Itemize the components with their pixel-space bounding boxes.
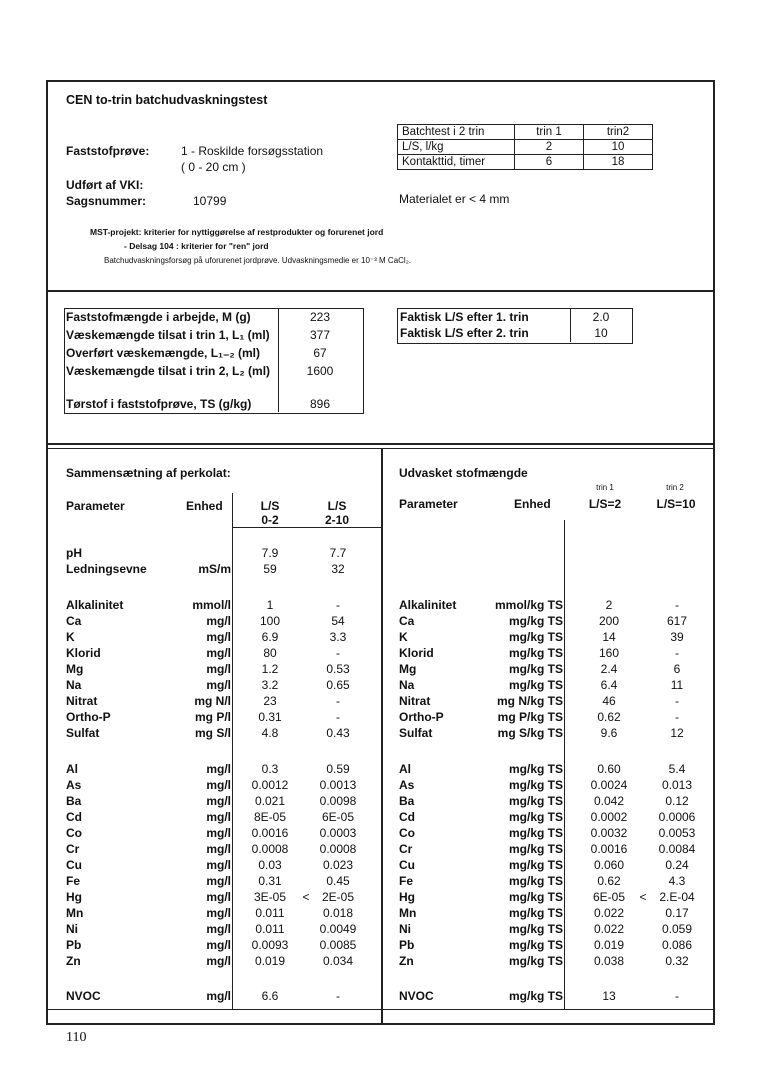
left-value-1: 0.31	[258, 710, 282, 724]
right-unit: mg/kg TS	[508, 662, 563, 676]
right-param: Na	[399, 678, 415, 692]
left-value-1: 0.011	[255, 906, 285, 920]
right-value-2: 0.17	[665, 906, 689, 920]
left-value-2: 0.0049	[319, 922, 357, 936]
right-value-1: 0.022	[593, 922, 625, 936]
left-unit: mg S/l	[194, 726, 231, 740]
right-value-2: 0.32	[665, 954, 689, 968]
batch-table-row	[398, 140, 653, 155]
right-unit: mg/kg TS	[508, 614, 563, 628]
case-number: 10799	[193, 194, 227, 208]
right-unit: mg/kg TS	[508, 630, 563, 644]
left-col-ls2-sub: 2-10	[324, 513, 350, 527]
actual-ls-value: 10	[594, 326, 608, 340]
right-value-2: 0.086	[661, 938, 693, 952]
left-unit: mS/m	[198, 562, 231, 576]
right-value-2: 6	[673, 662, 681, 676]
left-value-1: 23	[263, 694, 277, 708]
left-value-2: 0.023	[322, 858, 354, 872]
note-line2: - Delsag 104 : kriterier for "ren" jord	[124, 241, 269, 251]
sample-line1: 1 - Roskilde forsøgsstation	[181, 144, 324, 158]
left-param: Sulfat	[66, 726, 100, 740]
batch-cell: 2	[515, 140, 584, 155]
left-value-1: 0.03	[258, 858, 282, 872]
right-unit: mg/kg TS	[508, 794, 563, 808]
left-unit: mg/l	[206, 906, 231, 920]
right-value-2: 0.059	[661, 922, 693, 936]
left-value-1: 59	[263, 562, 277, 576]
left-param: Ortho-P	[66, 710, 111, 724]
quantity-label: Væskemængde tilsat i trin 1, L₁ (ml)	[66, 328, 270, 342]
right-unit: mmol/kg TS	[494, 598, 563, 612]
right-value-2: 0.0053	[658, 826, 696, 840]
right-unit: mg/kg TS	[508, 922, 563, 936]
actual-ls-label: Faktisk L/S efter 1. trin	[400, 310, 529, 324]
right-param: K	[399, 630, 408, 644]
right-param: Ortho-P	[399, 710, 444, 724]
left-value-2: 54	[331, 614, 345, 628]
left-param: Mn	[66, 906, 84, 920]
right-value-2: 5.4	[668, 762, 686, 776]
right-unit: mg P/kg TS	[497, 710, 563, 724]
right-value-1: 13	[602, 989, 616, 1003]
left-param: Pb	[66, 938, 82, 952]
left-value-1: 0.0093	[251, 938, 289, 952]
right-value-1: 0.022	[593, 906, 625, 920]
left-value-2: 0.59	[326, 762, 350, 776]
left-value-1: 0.31	[258, 874, 282, 888]
dry-matter-label: Tørstof i faststofprøve, TS (g/kg)	[66, 397, 252, 411]
left-unit: mg/l	[206, 938, 231, 952]
left-value-1: 80	[263, 646, 277, 660]
left-unit: mg/l	[206, 678, 231, 692]
left-value-2: 0.0013	[319, 778, 357, 792]
left-value-1: 0.0008	[251, 842, 289, 856]
right-value-1: 0.038	[593, 954, 625, 968]
right-col-t1-sub: trin 1	[596, 483, 614, 492]
batch-cell: L/S, l/kg	[398, 140, 515, 155]
right-value-1: 200	[598, 614, 620, 628]
right-param: As	[399, 778, 415, 792]
left-unit: mg/l	[206, 614, 231, 628]
right-param: Klorid	[399, 646, 434, 660]
left-col-unit: Enhed	[186, 499, 223, 513]
left-col-ls2: L/S	[327, 499, 347, 513]
left-param: Alkalinitet	[66, 598, 124, 612]
done-by-label: Udført af VKI:	[66, 178, 144, 192]
right-value-2: -	[675, 598, 679, 612]
quantity-value: 223	[309, 310, 331, 324]
left-value-2: 0.0008	[319, 842, 357, 856]
left-value-2: 7.7	[329, 546, 347, 560]
left-col-ls1-sub: 0-2	[261, 513, 279, 527]
left-col-ls1: L/S	[260, 499, 280, 513]
left-param: Cr	[66, 842, 80, 856]
left-param: Cu	[66, 858, 82, 872]
left-unit: mmol/l	[192, 598, 231, 612]
quantity-value: 377	[309, 328, 331, 342]
sample-label: Faststofprøve:	[66, 144, 150, 158]
right-unit: mg/kg TS	[508, 762, 563, 776]
left-param: Klorid	[66, 646, 101, 660]
right-param: Cr	[399, 842, 413, 856]
left-value-2: 6E-05	[321, 810, 355, 824]
right-value-1: 46	[602, 694, 616, 708]
right-unit-divider	[564, 520, 565, 1009]
right-value-1: 9.6	[600, 726, 618, 740]
left-value-2: -	[336, 989, 340, 1003]
left-unit: mg/l	[206, 954, 231, 968]
left-value-1: 0.011	[255, 922, 285, 936]
left-value-2: 0.0003	[319, 826, 357, 840]
right-value-2: 39	[670, 630, 684, 644]
left-unit: mg/l	[206, 778, 231, 792]
left-param: Zn	[66, 954, 81, 968]
left-value-2: 32	[331, 562, 345, 576]
left-value-1: 3.2	[261, 678, 279, 692]
batch-cell: 10	[584, 140, 653, 155]
right-param: Mn	[399, 906, 417, 920]
left-value-1: 0.0016	[251, 826, 289, 840]
right-param: Al	[399, 762, 411, 776]
right-value-1: 0.62	[597, 874, 621, 888]
left-unit: mg/l	[206, 662, 231, 676]
batch-table	[397, 124, 653, 170]
section-divider-2	[46, 443, 715, 445]
right-value-1: 6E-05	[592, 890, 626, 904]
left-unit: mg/l	[206, 922, 231, 936]
batch-header-cell: Batchtest i 2 trin	[398, 125, 515, 140]
left-value-2: 0.53	[326, 662, 350, 676]
right-unit: mg/kg TS	[508, 810, 563, 824]
right-param: Co	[399, 826, 415, 840]
right-param: Fe	[399, 874, 414, 888]
left-value-1: 4.8	[261, 726, 279, 740]
left-unit: mg/l	[206, 989, 231, 1003]
left-param: Na	[66, 678, 82, 692]
quantity-label: Væskemængde tilsat i trin 2, L₂ (ml)	[66, 364, 271, 378]
right-col-unit: Enhed	[514, 497, 551, 511]
right-param: Pb	[399, 938, 415, 952]
left-value-2: 0.018	[322, 906, 354, 920]
note-line3: Batchudvaskningsforsøg på uforurenet jordprøve. Udvaskningsmedie er 10⁻³ M CaCl₂.	[104, 256, 412, 265]
right-param: Hg	[399, 890, 415, 904]
dry-matter-value: 896	[309, 397, 331, 411]
right-col-t2: L/S=10	[656, 497, 696, 511]
right-param: Nitrat	[399, 694, 431, 708]
left-qualifier: <	[302, 890, 310, 904]
right-unit: mg/kg TS	[508, 989, 563, 1003]
bottom-line	[46, 1009, 715, 1010]
left-value-2: 2E-05	[321, 890, 355, 904]
left-value-2: -	[336, 710, 340, 724]
batch-cell: 6	[515, 155, 584, 170]
left-unit-divider	[232, 493, 233, 1009]
left-unit: mg P/l	[194, 710, 231, 724]
center-divider	[381, 449, 383, 1023]
right-unit: mg/kg TS	[508, 874, 563, 888]
left-value-2: -	[336, 694, 340, 708]
left-unit: mg/l	[206, 794, 231, 808]
right-unit: mg/kg TS	[508, 938, 563, 952]
material-note: Materialet er < 4 mm	[399, 192, 510, 206]
left-param: As	[66, 778, 82, 792]
right-col-t1: L/S=2	[588, 497, 622, 511]
left-value-2: 0.0098	[319, 794, 357, 808]
right-value-1: 0.042	[593, 794, 625, 808]
left-value-1: 1.2	[261, 662, 279, 676]
page-number: 110	[66, 1030, 87, 1045]
right-value-1: 0.62	[597, 710, 621, 724]
document-title: CEN to-trin batchudvaskningstest	[66, 93, 268, 107]
left-unit: mg N/l	[194, 694, 231, 708]
left-value-1: 8E-05	[253, 810, 287, 824]
right-unit: mg S/kg TS	[497, 726, 563, 740]
right-value-2: 0.013	[661, 778, 693, 792]
left-value-2: 0.0085	[319, 938, 357, 952]
batch-cell: 18	[584, 155, 653, 170]
right-unit: mg N/kg TS	[496, 694, 563, 708]
right-value-1: 0.0002	[590, 810, 628, 824]
right-unit: mg/kg TS	[508, 954, 563, 968]
left-unit: mg/l	[206, 874, 231, 888]
right-unit: mg/kg TS	[508, 778, 563, 792]
right-unit: mg/kg TS	[508, 890, 563, 904]
left-unit: mg/l	[206, 858, 231, 872]
quantity-label: Overført væskemængde, L₁₋₂ (ml)	[66, 346, 261, 360]
left-unit: mg/l	[206, 826, 231, 840]
left-unit: mg/l	[206, 630, 231, 644]
quantity-label: Faststofmængde i arbejde, M (g)	[66, 310, 251, 324]
right-unit: mg/kg TS	[508, 906, 563, 920]
right-col-param: Parameter	[399, 497, 458, 511]
left-unit: mg/l	[206, 646, 231, 660]
left-unit: mg/l	[206, 890, 231, 904]
right-unit: mg/kg TS	[508, 858, 563, 872]
left-value-1: 7.9	[261, 546, 279, 560]
batch-table-row	[398, 155, 653, 170]
right-section-title: Udvasket stofmængde	[399, 466, 528, 480]
right-value-2: -	[675, 646, 679, 660]
batch-cell: Kontakttid, timer	[398, 155, 515, 170]
left-value-1: 0.019	[254, 954, 286, 968]
batch-header-cell: trin 1	[515, 125, 584, 140]
left-unit	[170, 545, 231, 561]
right-param: Ba	[399, 794, 415, 808]
left-header-underline	[232, 527, 382, 528]
left-value-1: 3E-05	[253, 890, 287, 904]
right-value-2: 4.3	[668, 874, 686, 888]
left-value-2: 0.43	[326, 726, 350, 740]
left-value-2: -	[336, 646, 340, 660]
right-param: Ca	[399, 614, 415, 628]
left-value-2: -	[336, 598, 340, 612]
left-value-2: 0.65	[326, 678, 350, 692]
right-value-1: 0.0032	[590, 826, 628, 840]
right-param: Zn	[399, 954, 414, 968]
right-unit: mg/kg TS	[508, 646, 563, 660]
right-value-2: 0.12	[665, 794, 689, 808]
right-param: Mg	[399, 662, 417, 676]
right-value-1: 0.060	[593, 858, 625, 872]
left-param: K	[66, 630, 75, 644]
right-value-1: 160	[598, 646, 620, 660]
right-value-1: 14	[602, 630, 616, 644]
right-qualifier: <	[639, 890, 647, 904]
right-value-1: 6.4	[600, 678, 618, 692]
right-value-2: 11	[670, 678, 684, 692]
left-value-1: 0.3	[261, 762, 279, 776]
left-param: pH	[66, 546, 82, 560]
right-param: Sulfat	[399, 726, 433, 740]
left-value-1: 6.6	[261, 989, 279, 1003]
note-line1: MST-projekt: kriterier for nyttiggørelse af restprodukter og forurenet jord	[90, 227, 384, 237]
right-value-2: -	[675, 710, 679, 724]
right-param: Ni	[399, 922, 411, 936]
right-value-2: -	[675, 989, 679, 1003]
left-value-2: 0.45	[326, 874, 350, 888]
right-value-1: 0.0016	[590, 842, 628, 856]
right-value-1: 2	[605, 598, 613, 612]
left-param: Ni	[66, 922, 78, 936]
right-param: Cu	[399, 858, 415, 872]
left-unit: mg/l	[206, 762, 231, 776]
right-col-t2-sub: trin 2	[666, 483, 684, 492]
left-section-title: Sammensætning af perkolat:	[66, 466, 231, 480]
right-value-2: 617	[666, 614, 688, 628]
batch-header-cell: trin2	[584, 125, 653, 140]
batch-table-header	[398, 125, 653, 140]
left-value-1: 1	[266, 598, 274, 612]
left-param: Ca	[66, 614, 82, 628]
right-value-1: 0.0024	[590, 778, 628, 792]
right-unit: mg/kg TS	[508, 678, 563, 692]
right-value-2: 0.24	[665, 858, 689, 872]
left-param: Mg	[66, 662, 84, 676]
actual-ls-value: 2.0	[592, 310, 610, 324]
left-param: NVOC	[66, 989, 101, 1003]
right-value-2: 12	[670, 726, 684, 740]
left-value-1: 0.021	[254, 794, 286, 808]
right-value-1: 2.4	[600, 662, 618, 676]
left-value-1: 100	[259, 614, 281, 628]
section-divider-1	[46, 290, 715, 292]
left-value-2: 3.3	[329, 630, 347, 644]
right-value-2: 0.0006	[658, 810, 696, 824]
right-param: Alkalinitet	[399, 598, 457, 612]
left-param: Cd	[66, 810, 82, 824]
left-param: Ledningsevne	[66, 562, 147, 576]
left-param: Ba	[66, 794, 82, 808]
case-label: Sagsnummer:	[66, 194, 147, 208]
left-value-2: 0.034	[322, 954, 354, 968]
right-param: Cd	[399, 810, 415, 824]
quantity-value: 1600	[306, 364, 334, 378]
right-param: NVOC	[399, 989, 434, 1003]
left-value-1: 0.0012	[251, 778, 289, 792]
right-value-2: 2.E-04	[659, 890, 695, 904]
actual-ls-label: Faktisk L/S efter 2. trin	[400, 326, 529, 340]
right-unit: mg/kg TS	[508, 826, 563, 840]
sample-line2: ( 0 - 20 cm )	[181, 160, 246, 174]
left-param: Al	[66, 762, 78, 776]
right-value-1: 0.60	[597, 762, 621, 776]
right-value-2: 0.0084	[658, 842, 696, 856]
left-unit: mg/l	[206, 842, 231, 856]
right-value-1: 0.019	[593, 938, 625, 952]
left-param: Fe	[66, 874, 81, 888]
right-value-2: -	[675, 694, 679, 708]
left-value-1: 6.9	[261, 630, 279, 644]
left-param: Nitrat	[66, 694, 98, 708]
quantity-value: 67	[313, 346, 327, 360]
left-unit: mg/l	[206, 810, 231, 824]
left-param: Hg	[66, 890, 82, 904]
left-col-param: Parameter	[66, 499, 125, 513]
left-param: Co	[66, 826, 82, 840]
right-unit: mg/kg TS	[508, 842, 563, 856]
